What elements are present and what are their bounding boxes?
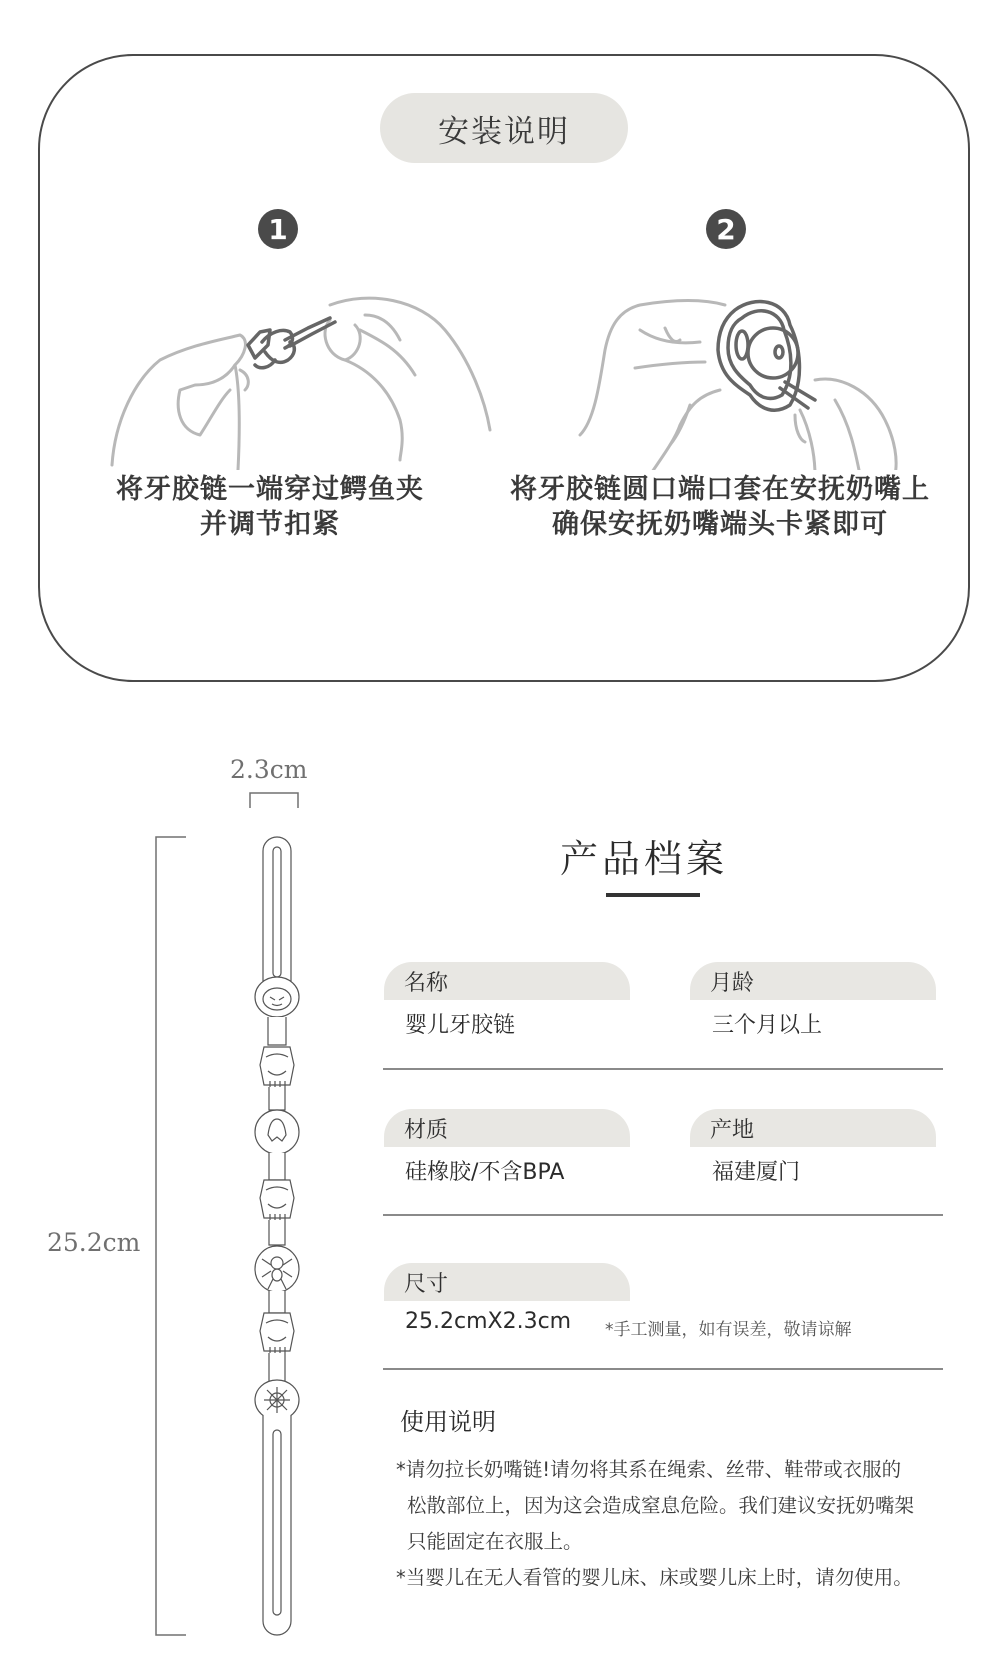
hands-threading-chain-illustration — [100, 270, 500, 470]
field-value-material: 硅橡胶/不含BPA — [405, 1160, 565, 1185]
field-value-age: 三个月以上 — [712, 1013, 823, 1038]
usage-line: *当婴儿在无人看管的婴儿床、床或婴儿床上时，请勿使用。 — [396, 1566, 913, 1589]
length-bracket — [150, 835, 190, 1640]
usage-line: *请勿拉长奶嘴链!请勿将其系在绳索、丝带、鞋带或衣服的 — [396, 1458, 902, 1481]
profile-title: 产品档案 — [560, 837, 729, 881]
field-value-name: 婴儿牙胶链 — [405, 1013, 516, 1038]
profile-title-underline — [606, 893, 700, 897]
field-value-origin: 福建厦门 — [712, 1160, 801, 1185]
size-measurement-note: *手工测量，如有误差，敬请谅解 — [605, 1320, 852, 1340]
field-label-origin: 产地 — [690, 1109, 936, 1147]
field-label-size: 尺寸 — [384, 1263, 630, 1301]
step-1-badge: 1 — [258, 209, 298, 249]
width-dimension-label: 2.3cm — [230, 755, 308, 784]
step-2-line-2: 确保安抚奶嘴端头卡紧即可 — [552, 509, 888, 540]
field-label-age: 月龄 — [690, 962, 936, 1000]
teether-chain-drawing — [240, 835, 310, 1640]
hands-attaching-pacifier-illustration — [560, 270, 960, 470]
length-dimension-label: 25.2cm — [47, 1228, 141, 1257]
field-value-size: 25.2cmX2.3cm — [405, 1309, 572, 1334]
width-bracket — [248, 790, 300, 810]
usage-line: 只能固定在衣服上。 — [407, 1530, 583, 1553]
usage-line: 松散部位上，因为这会造成窒息危险。我们建议安抚奶嘴架 — [407, 1494, 915, 1517]
step-2-line-1: 将牙胶链圆口端口套在安抚奶嘴上 — [510, 474, 930, 505]
install-title: 安装说明 — [380, 93, 628, 163]
field-label-name: 名称 — [384, 962, 630, 1000]
step-1-line-1: 将牙胶链一端穿过鳄鱼夹 — [116, 474, 424, 505]
divider — [383, 1068, 943, 1070]
usage-title: 使用说明 — [400, 1408, 496, 1436]
divider — [383, 1368, 943, 1370]
divider — [383, 1214, 943, 1216]
step-2-badge: 2 — [706, 209, 746, 249]
step-1-text — [70, 472, 470, 542]
step-2-text — [480, 472, 960, 542]
step-1-line-2: 并调节扣紧 — [200, 509, 340, 540]
field-label-material: 材质 — [384, 1109, 630, 1147]
